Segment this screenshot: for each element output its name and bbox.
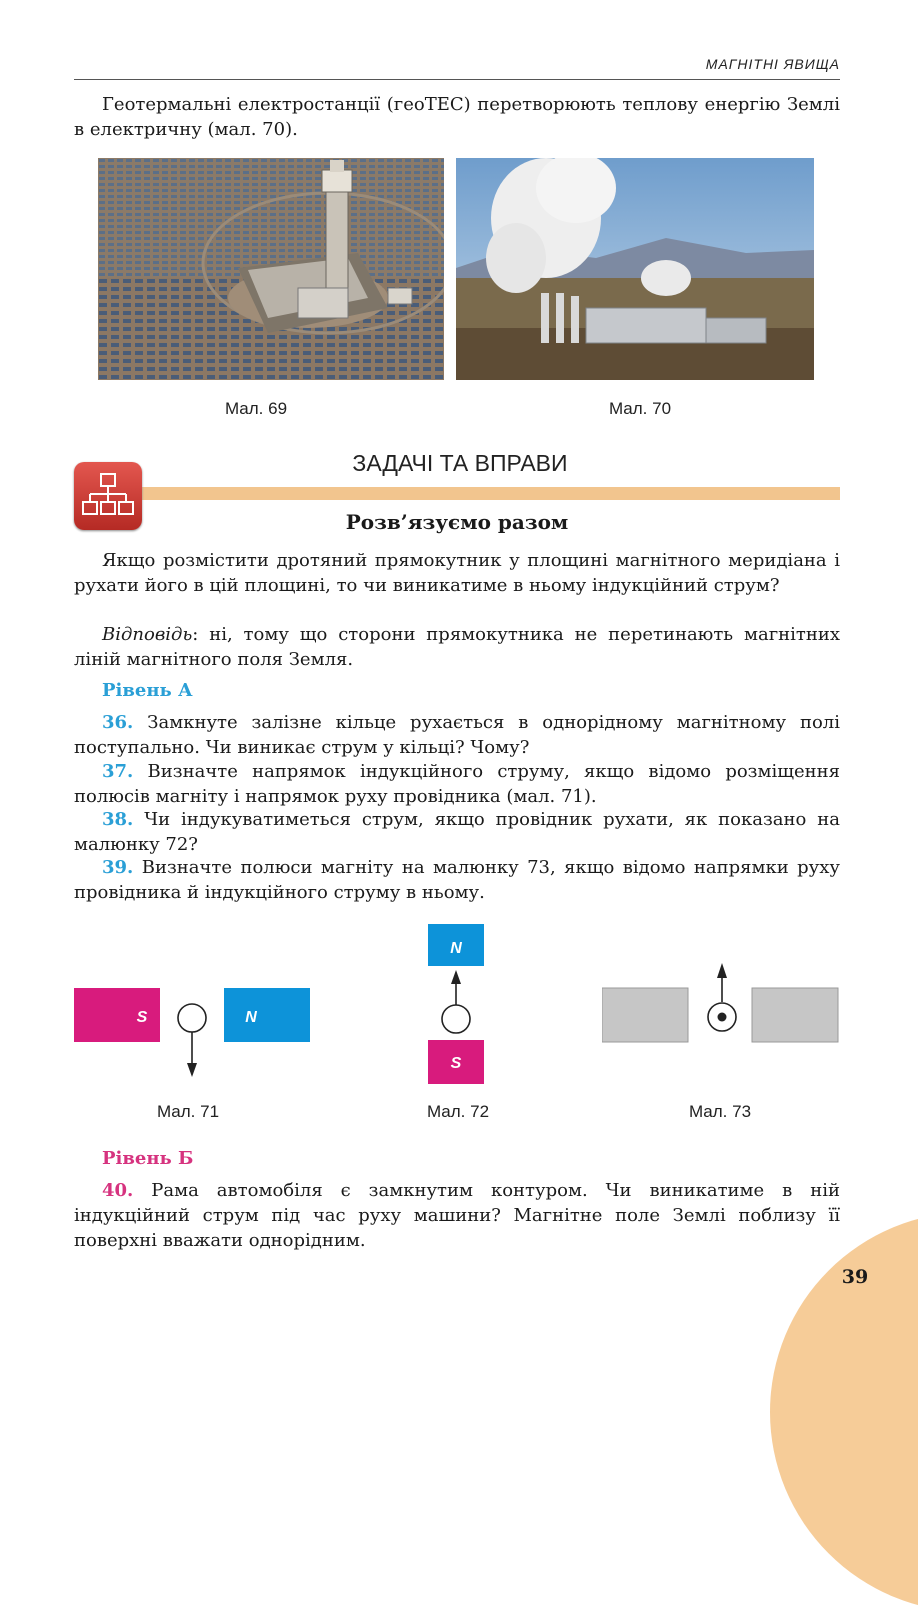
task-40 <box>74 1178 840 1253</box>
task-number: 36. <box>102 712 134 733</box>
pole-label-s: S <box>136 1009 148 1026</box>
photo-caption-69: Мал. 69 <box>224 399 288 418</box>
arrow-head-up <box>451 970 461 984</box>
photo-caption-70: Мал. 70 <box>608 399 672 418</box>
figure-caption-72: Мал. 72 <box>426 1102 490 1121</box>
task-36 <box>74 710 840 760</box>
photo-solar-plant <box>98 158 444 380</box>
level-a-title: Рівень А <box>102 680 193 701</box>
conductor-circle <box>442 1005 470 1033</box>
section-accent-bar <box>140 487 840 500</box>
pole-label-s: S <box>450 1055 462 1072</box>
task-38 <box>74 807 840 857</box>
header-rule <box>74 79 840 80</box>
figure-73 <box>602 960 840 1050</box>
task-text: Визначте полюси магніту на малюнку 73, якщо відомо напрямки руху провідника й індукційного струму в ньому. <box>74 857 840 903</box>
level-b-title: Рівень Б <box>102 1148 194 1169</box>
worked-example-answer <box>74 622 840 672</box>
arrow-head-down <box>187 1063 197 1077</box>
pole-label-n: N <box>245 1009 257 1026</box>
intro-paragraph: Геотермальні електростанції (геоТЕС) перетворюють теплову енергію Землі в електричну (мал. 70). <box>74 94 840 140</box>
page-number: 39 <box>841 1266 869 1288</box>
answer-text: : ні, тому що сторони прямокутника не перетинають магнітних ліній магнітного поля Земля. <box>74 624 840 670</box>
task-text: Рама автомобіля є замкнутим контуром. Чи виникатиме в ній індукційний струм під час руху машини? Магнітне поле Землі поблизу її поверхні вважати однорідним. <box>74 1180 840 1251</box>
pole-label-n: N <box>450 940 462 957</box>
unknown-magnet-right <box>752 988 838 1042</box>
task-text: Чи індукуватиметься струм, якщо провідник рухати, як показано на малюнку 72? <box>74 809 840 855</box>
task-39 <box>74 855 840 905</box>
subsection-title: Розв’язуємо разом <box>345 510 569 534</box>
figure-72 <box>420 922 500 1087</box>
photo-geothermal-plant <box>456 158 814 380</box>
task-37 <box>74 759 840 809</box>
figure-71 <box>74 985 314 1080</box>
task-number: 37. <box>102 761 134 782</box>
unknown-magnet-left <box>602 988 688 1042</box>
task-text: Визначте напрямок індукційного струму, якщо відомо розміщення полюсів магніту і напрямок руху провідника (мал. 71). <box>74 761 840 807</box>
task-number: 40. <box>102 1180 134 1201</box>
conductor-circle <box>178 1004 206 1032</box>
current-dot-icon <box>718 1013 727 1022</box>
section-title: ЗАДАЧІ ТА ВПРАВИ <box>352 450 568 476</box>
running-title: МАГНІТНІ ЯВИЩА <box>705 56 840 72</box>
answer-label: Відповідь <box>102 624 193 645</box>
task-number: 39. <box>102 857 134 878</box>
task-text: Замкнуте залізне кільце рухається в однорідному магнітному полі поступально. Чи виникає струм у кільці? Чому? <box>74 712 840 758</box>
magnet-north-pole <box>224 988 310 1042</box>
task-number: 38. <box>102 809 134 830</box>
figure-caption-71: Мал. 71 <box>156 1102 220 1121</box>
figure-caption-73: Мал. 73 <box>688 1102 752 1121</box>
worked-example-question: Якщо розмістити дротяний прямокутник у площині магнітного меридіана і рухати його в цій площині, то чи виникатиме в ньому індукційний струм? <box>74 550 840 596</box>
